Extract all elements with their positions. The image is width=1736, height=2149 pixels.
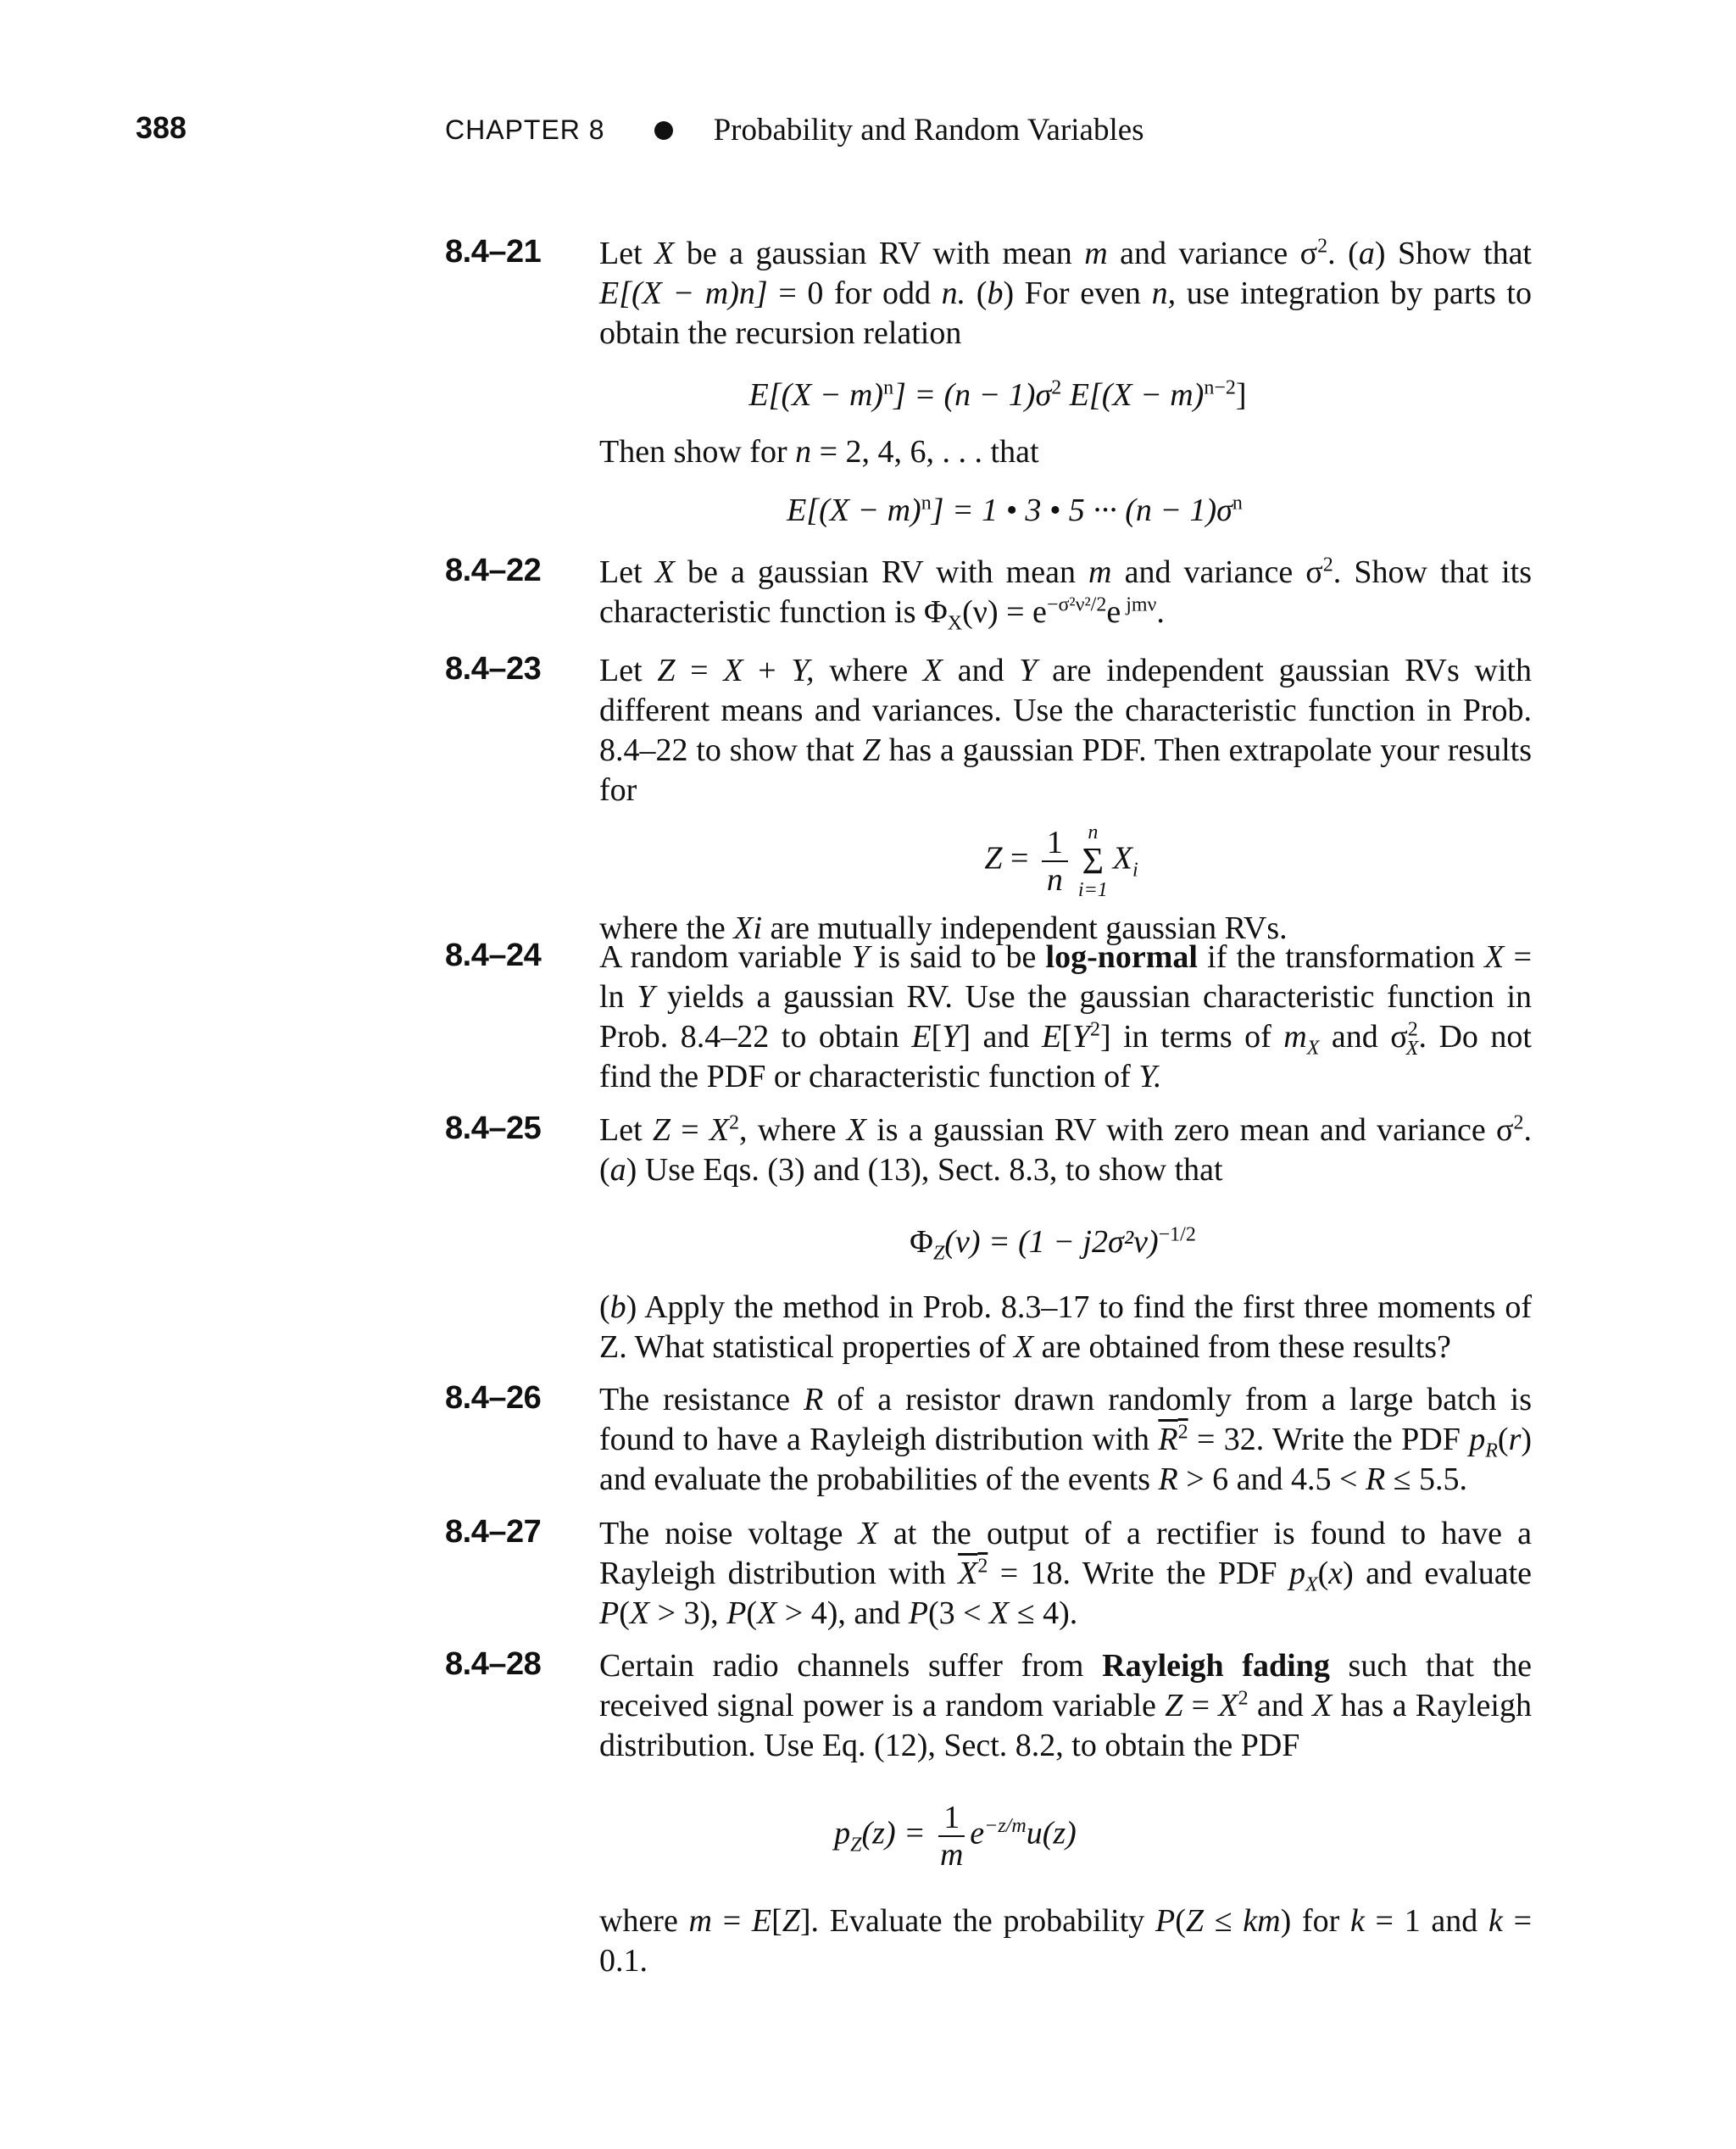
page-number: 388 xyxy=(136,110,187,145)
problem-number: 8.4–26 xyxy=(445,1380,542,1416)
problem-number: 8.4–27 xyxy=(445,1514,542,1550)
moment-equation: $E[(X - m)^n] = 1$ • 3 • 5 ··· $(n - 1)\sigma^n$ xyxy=(787,492,1243,528)
fraction: $\frac{1}{n}$ xyxy=(1042,825,1068,898)
problem-number: 8.4–24 xyxy=(445,938,542,973)
problem-body xyxy=(599,234,1532,531)
problem-text: where m = E[Z]. Evaluate the probability P(Z ≤ km) for k = 1 and k = 0.1. xyxy=(599,1903,1532,1979)
bullet-icon xyxy=(654,121,673,140)
problem-text: The resistance R of a resistor drawn randomly from a large batch is found to have a Rayleigh distribution with $R^2 = 32$. Write the PDF $p_R(r)$ and evaluate the probabilities of the events R > 6 and 4.5 < R ≤ 5.5. xyxy=(599,1382,1533,1497)
problem-body xyxy=(599,1111,1532,1367)
problem-body xyxy=(599,1514,1532,1634)
problem-number: 8.4–22 xyxy=(445,553,542,588)
recursion-equation: $E[(X - m)^n] = (n - 1)\sigma^2$ $E[(X - m)^{n-2}]$ xyxy=(748,376,1247,413)
running-head xyxy=(445,112,1144,148)
problem-text: Then show for n = 2, 4, 6, . . . that xyxy=(599,434,1039,470)
summation-symbol: n Σ i=1 xyxy=(1077,821,1108,901)
problem-text: Let $Z = X^2$, where X is a gaussian RV with zero mean and variance $\sigma^2$. (a) Use Eqs. (3) and (13), Sect. 8.3, to show that xyxy=(599,1111,1532,1188)
problem-body xyxy=(599,938,1532,1097)
problem-text: Let X be a gaussian RV with mean m and variance $\sigma^2$. (a) Show that E[(X − m)n] = 0 for odd n. (b) For even n, use integration by parts to obtain the recursion relation xyxy=(599,235,1532,351)
problem-text: The noise voltage X at the output of a rectifier is found to have a Rayleigh distribution with $X^2 = 18$. Write the PDF $p_X(x)$ and evaluate P(X > 3), P(X > 4), and P(3 < X ≤ 4). xyxy=(599,1516,1533,1631)
problem-number: 8.4–21 xyxy=(445,234,542,270)
problem-text: Certain radio channels suffer from Rayleigh fading such that the received signal power is a random variable $Z = X^2$ and X has a Rayleigh distribution. Use Eq. (12), Sect. 8.2, to obtain the PDF xyxy=(599,1648,1532,1763)
problem-text: Let Z = X + Y, where X and Y are independent gaussian RVs with different means and variances. Use the characteristic function in Prob. 8.4–22 to show that Z has a gaussian PDF. Then extrapolate your results for xyxy=(599,653,1532,808)
problem-number: 8.4–28 xyxy=(445,1646,542,1682)
problem-body xyxy=(599,553,1532,635)
problem-number: 8.4–23 xyxy=(445,651,542,687)
fraction: $\frac{1}{m}$ xyxy=(940,1800,964,1873)
sum-equation: Z = $\frac{1}{n}$ n Σ i=1 $X_i$ xyxy=(984,821,1138,901)
chapter-label: CHAPTER 8 xyxy=(445,114,605,145)
problem-text: A random variable Y is said to be log-normal if the transformation X = ln Y yields a gaussian RV. Use the gaussian characteristic function in Prob. 8.4–22 to obtain E[Y] and $E[Y^2]$ in terms of $m_X$ and $\sigma^2_X$. Do not find the PDF or characteristic function of Y. xyxy=(599,939,1533,1094)
problem-body xyxy=(599,1646,1532,1981)
problem-number: 8.4–25 xyxy=(445,1111,542,1146)
problem-text: (b) Apply the method in Prob. 8.3–17 to find the first three moments of Z. What statistical properties of X are obtained from these results? xyxy=(599,1289,1532,1365)
pdf-equation: $p_Z(z)$ = $\frac{1}{m}$ $e^{-z/m}u(z)$ xyxy=(834,1800,1077,1873)
problem-text: Let X be a gaussian RV with mean m and variance $\sigma^2$. Show that its characteristic function is $\Phi_X(\nu) = e^{-\sigma^2\nu^2/2}e$ $^{jm\nu}$. xyxy=(599,554,1532,635)
chapter-title: Probability and Random Variables xyxy=(713,113,1144,148)
problem-body xyxy=(599,651,1532,949)
problem-text: where the Xi are mutually independent gaussian RVs. xyxy=(599,910,1288,946)
problem-body xyxy=(599,1380,1532,1500)
characteristic-function-equation: $\Phi_Z(\nu) = (1 - j2\sigma^2\nu)^{-1/2}$ xyxy=(910,1223,1196,1265)
